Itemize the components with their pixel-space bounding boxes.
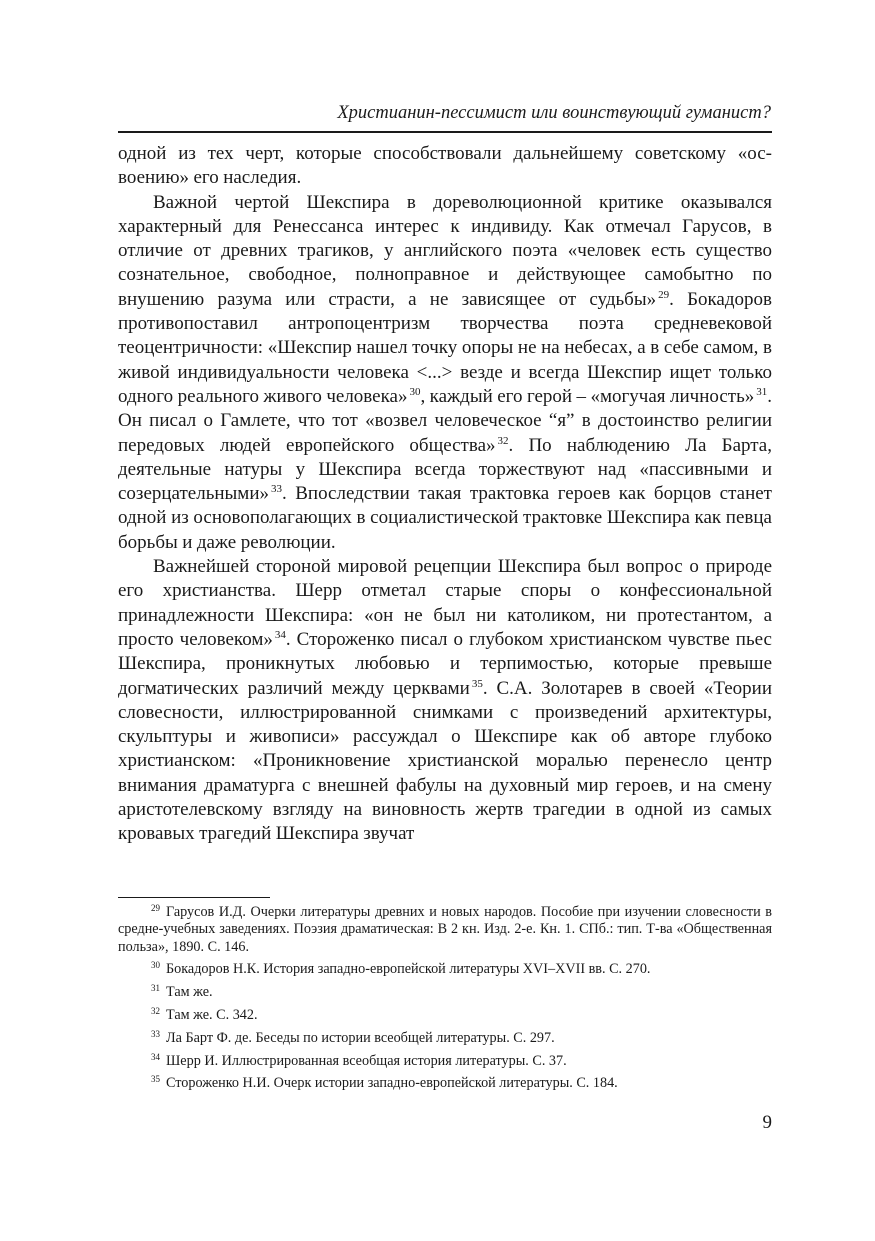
footnote-text: Ла Барт Ф. де. Беседы по истории всеобщей литературы. С. 297.	[166, 1029, 555, 1046]
text-run: . Впоследствии такая трактовка героев как борцов станет одной из основополагающих в социалистической трактовке Шекспира как певца борьбы и даже революции.	[118, 483, 772, 553]
footnote-number: 30	[151, 960, 160, 971]
text-run: Важной чертой Шекспира в дореволюционной критике оказывался характерный для Ренессанса интерес к индивиду. Как отмечал Гарусов, в отличие от древних трагиков, у английского поэта «человек есть существо сознательное, свободное, полноправное и действующее самобытно по внушению разума или страсти, а не зависящее от судьбы»	[118, 191, 772, 310]
footnote-rule	[118, 897, 270, 898]
footnote-number: 31	[151, 983, 160, 994]
footnote-ref-30: 30	[409, 385, 421, 398]
text-run: Важнейшей стороной мировой рецепции Шекспира был вопрос о природе его христианства. Шерр отметал старые споры о конфессиональной принадлежности Шекспира: «он не был ни католиком, ни протестантом, а просто человеком»	[118, 556, 772, 650]
footnote-text: Гарусов И.Д. Очерки литературы древних и новых народов. Пособие при изучении словесности в средне-учебных заведениях. Поэзия драматическая: В 2 кн. Изд. 2-е. Кн. 1. СПб.: тип. Т-ва «Общественная польза», 1890. С. 146.	[118, 904, 772, 955]
footnote-number: 33	[151, 1028, 160, 1039]
footnote-number: 34	[151, 1051, 160, 1062]
footnote-33	[118, 1030, 772, 1047]
footnote-ref-35: 35	[471, 677, 483, 690]
footnote-text: Бокадоров Н.К. История западно-европейской литературы XVI–XVII вв. С. 270.	[166, 961, 651, 978]
footnote-29	[118, 904, 772, 956]
page-number: 9	[762, 1112, 772, 1133]
footnote-31	[118, 984, 772, 1001]
footnote-ref-29: 29	[658, 288, 670, 301]
footnote-32	[118, 1007, 772, 1024]
footnote-text: Шерр И. Иллюстрированная всеобщая история литературы. С. 37.	[166, 1052, 567, 1069]
text-run: одной из тех черт, которые способствовали дальнейшему советскому «освоению» его наследия.	[118, 143, 772, 189]
footnote-number: 32	[151, 1005, 160, 1016]
text-run: . По наблюдению Ла Барта, деятельные натуры у Шекспира всегда торжествуют над «пассивными и созерцательными»	[118, 434, 772, 505]
text-run: . С.А. Золотарев в своей «Теории словесности, иллюстрированной снимками с произведений архитектуры, скульптуры и живописи» рассуждал о Шекспире как об авторе глубоко христианском: «Проникновение христианской моралью перенесло центр внимания драматурга с внешней фабулы на духовный мир героев, и на смену аристотелевскому взгляду на виновность жертв трагедии в одной из самых кровавых трагедий Шекспира звучат	[118, 677, 772, 845]
footnote-30	[118, 961, 772, 978]
footnote-text: Там же. С. 342.	[166, 1006, 258, 1023]
paragraph-individualism	[118, 191, 772, 555]
footnote-number: 29	[151, 903, 160, 913]
footnote-35	[118, 1075, 772, 1092]
footnote-text: Там же.	[166, 984, 213, 1001]
header-rule	[118, 131, 772, 133]
text-run: , каждый его герой – «могучая личность»	[420, 385, 755, 407]
text-run: . Он писал о Гамлете, что тот «возвел человеческое “я” в достоинство религии передовых людей европейского общества»	[118, 385, 772, 456]
paragraph-christianity	[118, 555, 772, 847]
paragraph-continuation	[118, 142, 772, 191]
text-run: . Бокадоров противопоставил антропоцентризм творчества поэта средневековой теоцентричности: «Шекспир нашел точку опоры не на небесах, а в себе самом, в живой индивидуальности человека <...> везде и всегда Шекспир ищет только одного реального живого человека»	[118, 288, 773, 407]
footnote-ref-33: 33	[271, 483, 282, 496]
footnote-text: Стороженко Н.И. Очерк истории западно-европейской литературы. С. 184.	[166, 1075, 618, 1092]
footnote-34	[118, 1053, 772, 1070]
main-text	[118, 142, 772, 847]
footnote-ref-32: 32	[497, 434, 509, 447]
footnote-ref-31: 31	[756, 385, 768, 398]
footnotes	[118, 904, 772, 1098]
text-run: . Стороженко писал о глубоком христианском чувстве пьес Шекспира, проникнутых любовью и терпимостью, которые превыше догматических различий между церквами	[118, 628, 772, 699]
footnote-ref-34: 34	[274, 628, 286, 641]
running-header: Христианин-пессимист или воинствующий гуманист?	[337, 103, 771, 123]
footnote-number: 35	[151, 1074, 160, 1085]
